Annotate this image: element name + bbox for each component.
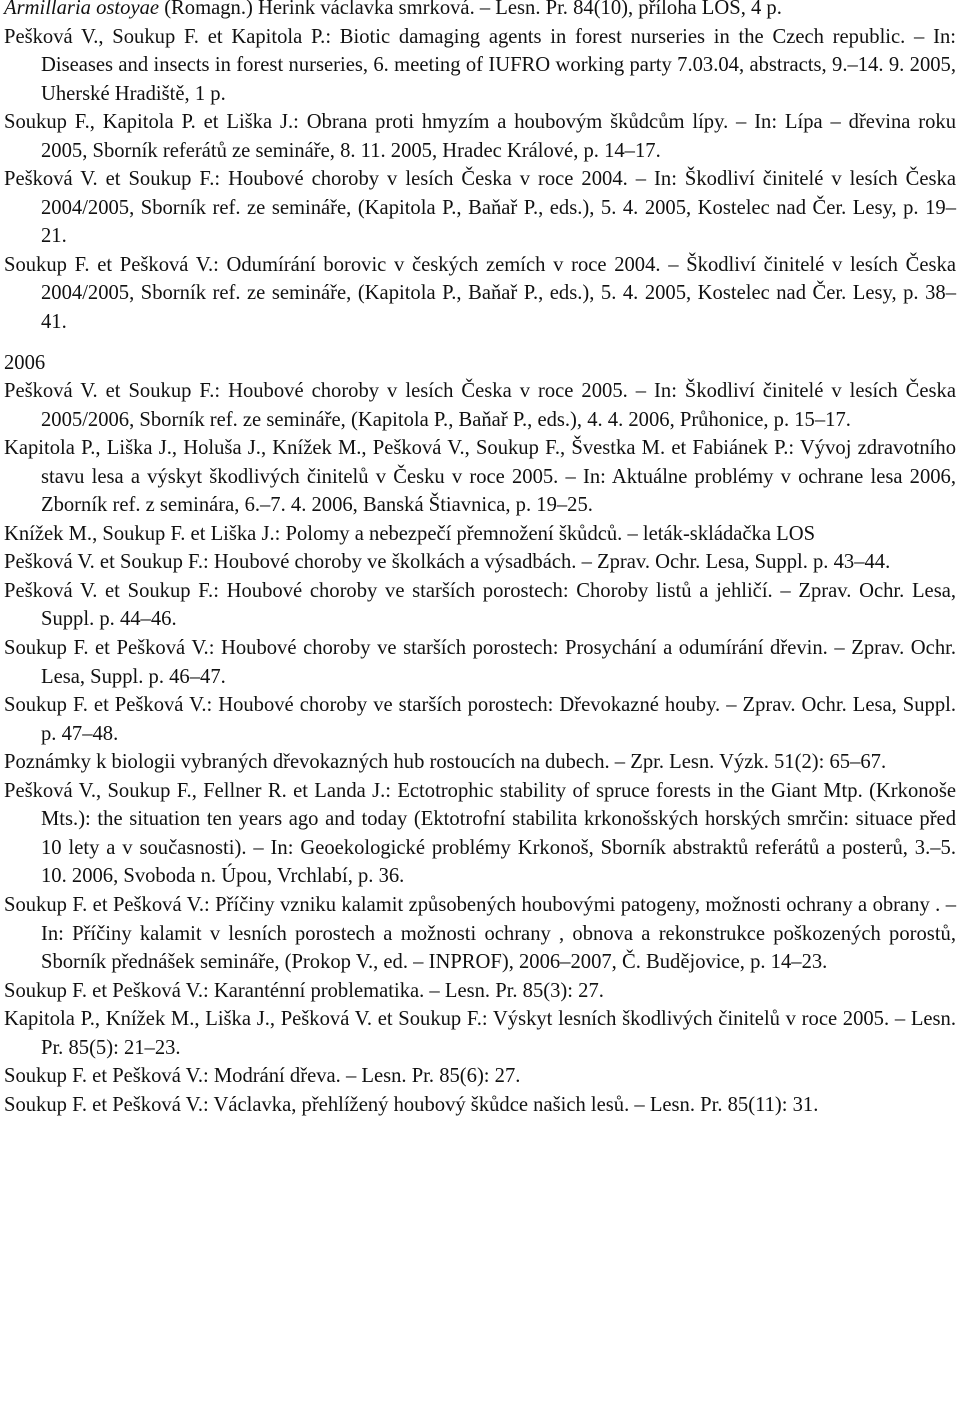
bib-entry-a1: Pešková V., Soukup F. et Kapitola P.: Biotic damaging agents in forest nurseries in the Czech republic. – In: Diseases and insects in forest nurseries, 6. meeting of IUFRO working party 7.03.04, abstracts, 9.–14. 9. 2005, Uherské Hradiště, 1 p. <box>4 25 956 105</box>
bib-entry-b2: Knížek M., Soukup F. et Liška J.: Polomy a nebezpečí přemnožení škůdců. – leták-skládačka LOS <box>4 522 816 545</box>
bib-entry-b4: Pešková V. et Soukup F.: Houbové choroby ve starších porostech: Choroby listů a jehličí. – Zprav. Ochr. Lesa, Suppl. p. 44–46. <box>4 579 956 631</box>
bibliography-document <box>4 0 956 1119</box>
taxon-name: Armillaria ostoyae <box>4 0 160 19</box>
bib-entry-b7: Poznámky k biologii vybraných dřevokazných hub rostoucích na dubech. – Zpr. Lesn. Výzk. 51(2): 65–67. <box>4 751 887 774</box>
bib-entry-text: (Romagn.) Herink václavka smrková. – Lesn. Pr. 84(10), příloha LOS, 4 p. <box>164 0 782 19</box>
bib-entry-b13: Soukup F. et Pešková V.: Václavka, přehlížený houbový škůdce našich lesů. – Lesn. Pr. 85(11): 31. <box>4 1093 819 1116</box>
bib-entry-a4: Soukup F. et Pešková V.: Odumírání borovic v českých zemích v roce 2004. – Škodliví činitelé v lesích Česka 2004/2005, Sborník ref. ze semináře, (Kapitola P., Baňař P., eds.), 5. 4. 2005, Kostelec nad Čer. Lesy, p. 38–41. <box>4 253 956 334</box>
bib-entry-b11: Kapitola P., Knížek M., Liška J., Pešková V. et Soukup F.: Výskyt lesních škodlivých činitelů v roce 2005. – Lesn. Pr. 85(5): 21–23. <box>4 1008 956 1059</box>
bib-entry-b1: Kapitola P., Liška J., Holuša J., Knížek M., Pešková V., Soukup F., Švestka M. et Fabiánek P.: Vývoj zdravotního stavu lesa a výskyt škodlivých činitelů v Česku v roce 2005. – In: Aktuálne problémy v ochrane lesa 2006, Zborník ref. z seminára, 6.–7. 4. 2006, Banská Štiavnica, p. 19–25. <box>4 437 956 517</box>
bib-entry-b5: Soukup F. et Pešková V.: Houbové choroby ve starších porostech: Prosychání a odumírání dřevin. – Zprav. Ochr. Lesa, Suppl. p. 46–47. <box>4 637 956 688</box>
bib-entry-b8: Pešková V., Soukup F., Fellner R. et Landa J.: Ectotrophic stability of spruce forests in the Giant Mtp. (Krkonoše Mts.): the situation ten years ago and today (Ektotrofní stabilita krkonošských horských smrčin: situace před 10 lety a v současnosti). – In: Geoekologické problémy Krkonoš, Sborník abstraktů referátů a posterů, 3.–5. 10. 2006, Svoboda n. Úpou, Vrchlabí, p. 36. <box>4 779 956 888</box>
bib-entry-b12: Soukup F. et Pešková V.: Modrání dřeva. – Lesn. Pr. 85(6): 27. <box>4 1065 521 1088</box>
bib-entry-a0 <box>4 0 956 23</box>
bib-entry-b9: Soukup F. et Pešková V.: Příčiny vzniku kalamit způsobených houbovými patogeny, možnosti ochrany a obrany . – In: Příčiny kalamit v lesních porostech a možnosti ochrany , obnova a rekonstrukce poškozených porostů, Sborník přednášek semináře, (Prokop V., ed. – INPROF), 2006–2007, Č. Budějovice, p. 14–23. <box>4 893 956 974</box>
bib-entry-b0: Pešková V. et Soukup F.: Houbové choroby v lesích Česka v roce 2005. – In: Škodliví činitelé v lesích Česka 2005/2006, Sborník ref. ze semináře, (Kapitola P., Baňař P., eds.), 4. 4. 2006, Průhonice, p. 15–17. <box>4 380 956 431</box>
year-heading: 2006 <box>4 351 46 374</box>
bib-entry-b3: Pešková V. et Soukup F.: Houbové choroby ve školkách a výsadbách. – Zprav. Ochr. Lesa, Suppl. p. 43–44. <box>4 551 891 574</box>
bib-entry-b6: Soukup F. et Pešková V.: Houbové choroby ve starších porostech: Dřevokazné houby. – Zprav. Ochr. Lesa, Suppl. p. 47–48. <box>4 694 956 745</box>
bib-entry-a2: Soukup F., Kapitola P. et Liška J.: Obrana proti hmyzím a houbovým škůdcům lípy. – In: Lípa – dřevina roku 2005, Sborník referátů ze semináře, 8. 11. 2005, Hradec Králové, p. 14–17. <box>4 111 956 162</box>
bib-entry-a3: Pešková V. et Soukup F.: Houbové choroby v lesích Česka v roce 2004. – In: Škodliví činitelé v lesích Česka 2004/2005, Sborník ref. ze semináře, (Kapitola P., Baňař P., eds.), 5. 4. 2005, Kostelec nad Čer. Lesy, p. 19–21. <box>4 168 956 248</box>
bib-entry-b10: Soukup F. et Pešková V.: Karanténní problematika. – Lesn. Pr. 85(3): 27. <box>4 979 604 1002</box>
